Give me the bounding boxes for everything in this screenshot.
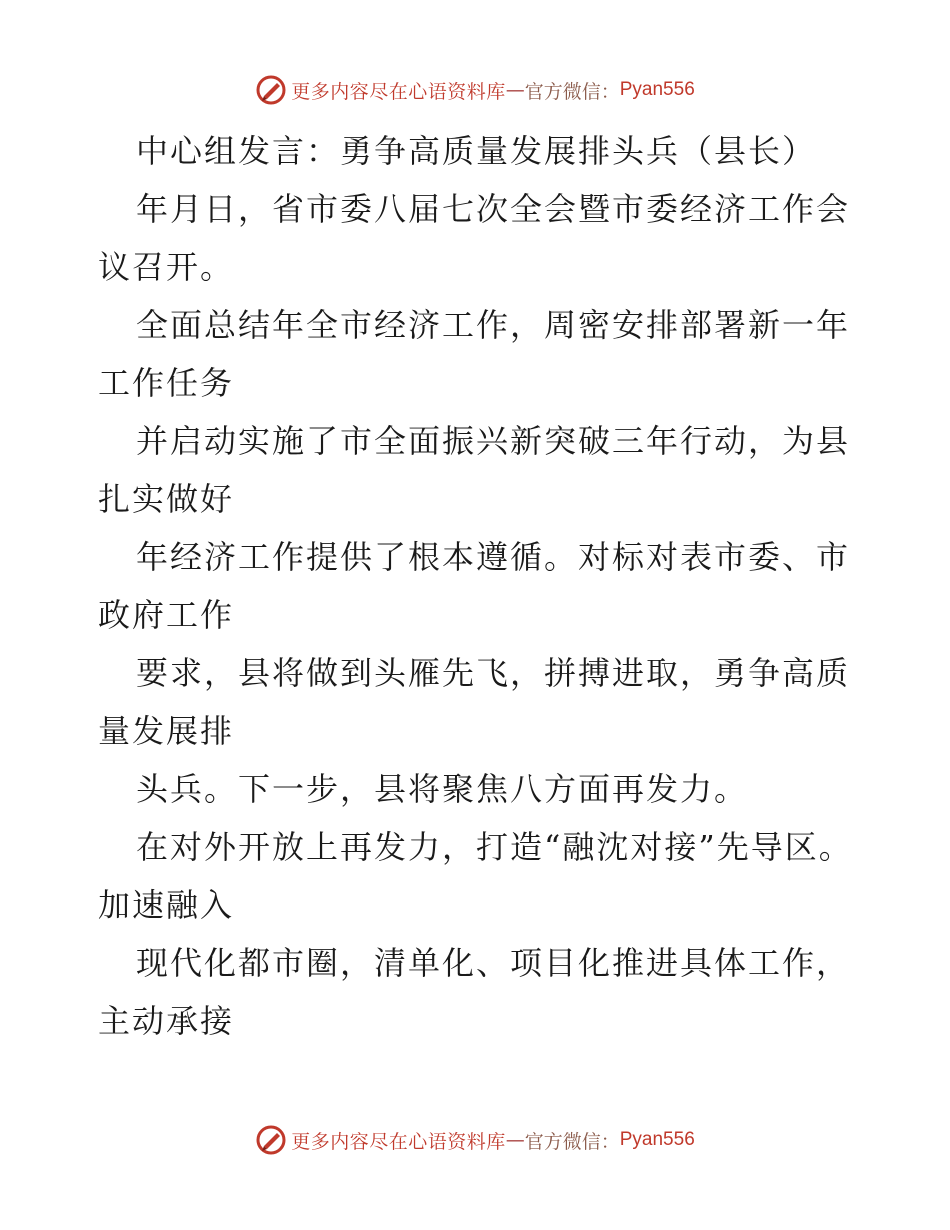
paragraph: 现代化都市圈，清单化、项目化推进具体工作，主动承接 [98,944,851,1040]
paragraph: 年经济工作提供了根本遵循。对标对表市委、市政府工作 [98,538,851,634]
banner-official-label: 官方微信： [524,80,620,103]
banner-text: 更多内容尽在心语资料库 [291,80,506,103]
paragraph: 在对外开放上再发力，打造“融沈对接”先导区。加速融入 [98,828,853,924]
paragraph: 头兵。下一步，县将聚焦八方面再发力。 [136,770,749,808]
footer-banner [0,1122,950,1158]
banner-official-label: 官方微信： [524,1130,620,1153]
paragraph: 年月日，省市委八届七次全会暨市委经济工作会议召开。 [98,190,851,286]
header-banner [0,72,950,108]
banner-dash: — [505,79,525,101]
banner-wechat-id: Pyan556 [619,79,695,100]
pen-logo-icon [255,1124,287,1156]
pen-logo-icon [255,74,287,106]
banner-dash: — [505,1129,525,1151]
document-body [98,122,858,1050]
banner-text: 更多内容尽在心语资料库 [291,1130,506,1153]
document-title: 中心组发言：勇争高质量发展排头兵（县长） [136,132,817,170]
banner-wechat-id: Pyan556 [619,1129,695,1150]
paragraph: 并启动实施了市全面振兴新突破三年行动，为县扎实做好 [98,422,851,518]
paragraph: 要求，县将做到头雁先飞，拼搏进取，勇争高质量发展排 [98,654,851,750]
paragraph: 全面总结年全市经济工作，周密安排部署新一年工作任务 [98,306,851,402]
